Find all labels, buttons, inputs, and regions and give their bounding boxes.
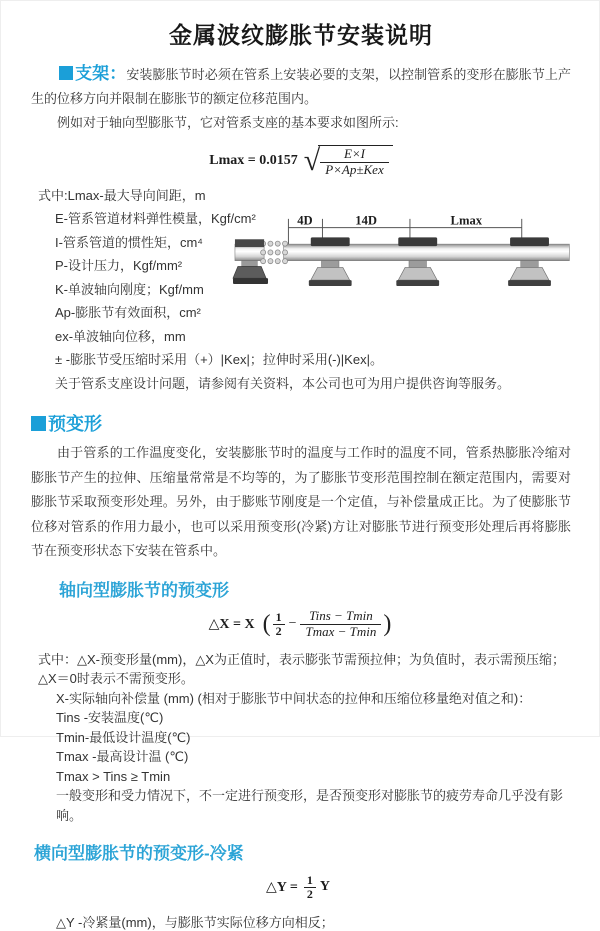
blue-square-bullet-icon — [59, 66, 73, 80]
formula-lmax — [31, 145, 571, 178]
dim-label-4d: 4D — [297, 213, 313, 228]
note-line: Tins -安装温度(℃) — [56, 710, 164, 726]
list-item: I-管系管道的惯性矩，cm⁴ — [55, 234, 203, 250]
support-example-line: 例如对于轴向型膨胀节，它对管系支座的基本要求如图所示: — [57, 115, 399, 130]
formula-lateral-coldpull: △Y = $\frac{1}{2}$ Y — [266, 873, 330, 901]
sqrt-radical-icon: √ — [303, 144, 321, 178]
note-line: 式中：△X-预变形量(mm)，△X为正值时，表示膨张节需预拉伸；为负值时，表示需预压缩；△X＝0时表示不需预变形。 — [38, 651, 565, 687]
list-item: ex-单波轴向位移，mm — [55, 328, 186, 344]
note-line: Tmin-最低设计温度(℃) — [56, 729, 191, 745]
list-item: 式中:Lmax-最大导向间距，m — [38, 187, 206, 203]
note-line: Tmax > Tins ≥ Tmin — [56, 768, 171, 784]
formula-lmax-prefix: Lmax = 0.0157 — [209, 153, 298, 169]
formula-lateral-suffix: Y — [319, 879, 330, 895]
list-item: P-设计压力，Kgf/mm² — [55, 258, 183, 274]
minus-operator: − — [288, 616, 297, 632]
formula-axial-prefix: △X = X — [208, 616, 255, 632]
axial-subheading: 轴向型膨胀节的预变形 — [59, 580, 229, 600]
support-section-heading: 支架： — [75, 64, 127, 83]
bellows-icon — [261, 241, 288, 264]
list-item: 关于管系支座设计问题，请参阅有关资料，本公司也可为用户提供咨询等服务。 — [55, 375, 511, 391]
page-title: 金属波纹膨胀节安装说明 — [169, 22, 433, 48]
predeform-section-heading: 预变形 — [31, 410, 571, 436]
lateral-subheading: 横向型膨胀节的预变形-冷紧 — [34, 844, 244, 864]
axial-notes — [31, 650, 571, 826]
lateral-note: △Y -冷紧量(mm)，与膨胀节实际位移方向相反； — [56, 915, 334, 931]
list-item: K-单波轴向刚度；Kgf/mm — [55, 281, 204, 297]
list-item: E-管系管道材料弹性模量，Kgf/cm² — [55, 211, 256, 227]
list-item: Ap-膨胀节有效面积，cm² — [55, 305, 201, 321]
variables-and-diagram — [31, 184, 571, 396]
support-intro-paragraph — [31, 62, 571, 111]
note-line: X-实际轴向补偿量 (mm) (相对于膨胀节中间状态的拉伸和压缩位移量绝对值之和)： — [56, 690, 532, 706]
formula-axial-predeform: △X = X ( $\frac{1}{2}$ − $\frac{\text{Tins − Tmin}}{Tmax - Tmin}$ ) — [208, 607, 392, 639]
blue-square-bullet-icon — [31, 416, 46, 431]
open-paren: ( — [262, 611, 271, 638]
dim-label-14d: 14D — [355, 213, 378, 228]
close-paren: ) — [383, 611, 392, 638]
note-line: Tmax -最高设计温 (℃) — [56, 749, 189, 765]
support-intro-text: 安装膨胀节时必须在管系上安装必要的支架，以控制管系的变形在膨胀节上产生的位移方向并限制在膨胀节的额定位移范围内。 — [31, 67, 571, 106]
list-item: ± -膨胀节受压缩时采用（+）|Kex|；拉伸时采用(-)|Kex|。 — [55, 352, 383, 368]
dim-label-lmax: Lmax — [450, 213, 483, 228]
formula-lateral-prefix: △Y = — [266, 879, 298, 895]
formula-axial-denominator: Tmax − Tmin — [305, 623, 377, 639]
pipe — [284, 244, 570, 261]
formula-lmax-denominator: P×Ap±Kex — [325, 161, 384, 177]
formula-lmax-numerator: E×I — [320, 147, 389, 163]
note-line: 一般变形和受力情况下，不一定进行预变形，是否预变形对膨胀节的疲劳寿命几乎没有影响。 — [56, 788, 564, 823]
guide-support — [309, 237, 352, 286]
pipe-support-diagram — [233, 214, 583, 290]
formula-axial-numerator: Tins − Tmin — [300, 609, 381, 625]
guide-support — [508, 237, 551, 286]
predeform-paragraph: 由于管系的工作温度变化，安装膨胀节时的温度与工作时的温度不同，管系热膨胀冷缩对膨胀节产生的拉伸、压缩量常常是不均等的，为了膨胀节变形范围控制在额定范围内，需要对膨胀节采取预变形处理。另外，由于膨账节刚度是一个定值，与补偿量成正比。为了使膨胀节位移对管系的作用力最小，也可以采用预变形(冷紧)方让对膨胀节进行预变形处理后再将膨胀节在预变形状态下安装在管系中。 — [31, 445, 571, 559]
guide-support — [396, 237, 439, 286]
